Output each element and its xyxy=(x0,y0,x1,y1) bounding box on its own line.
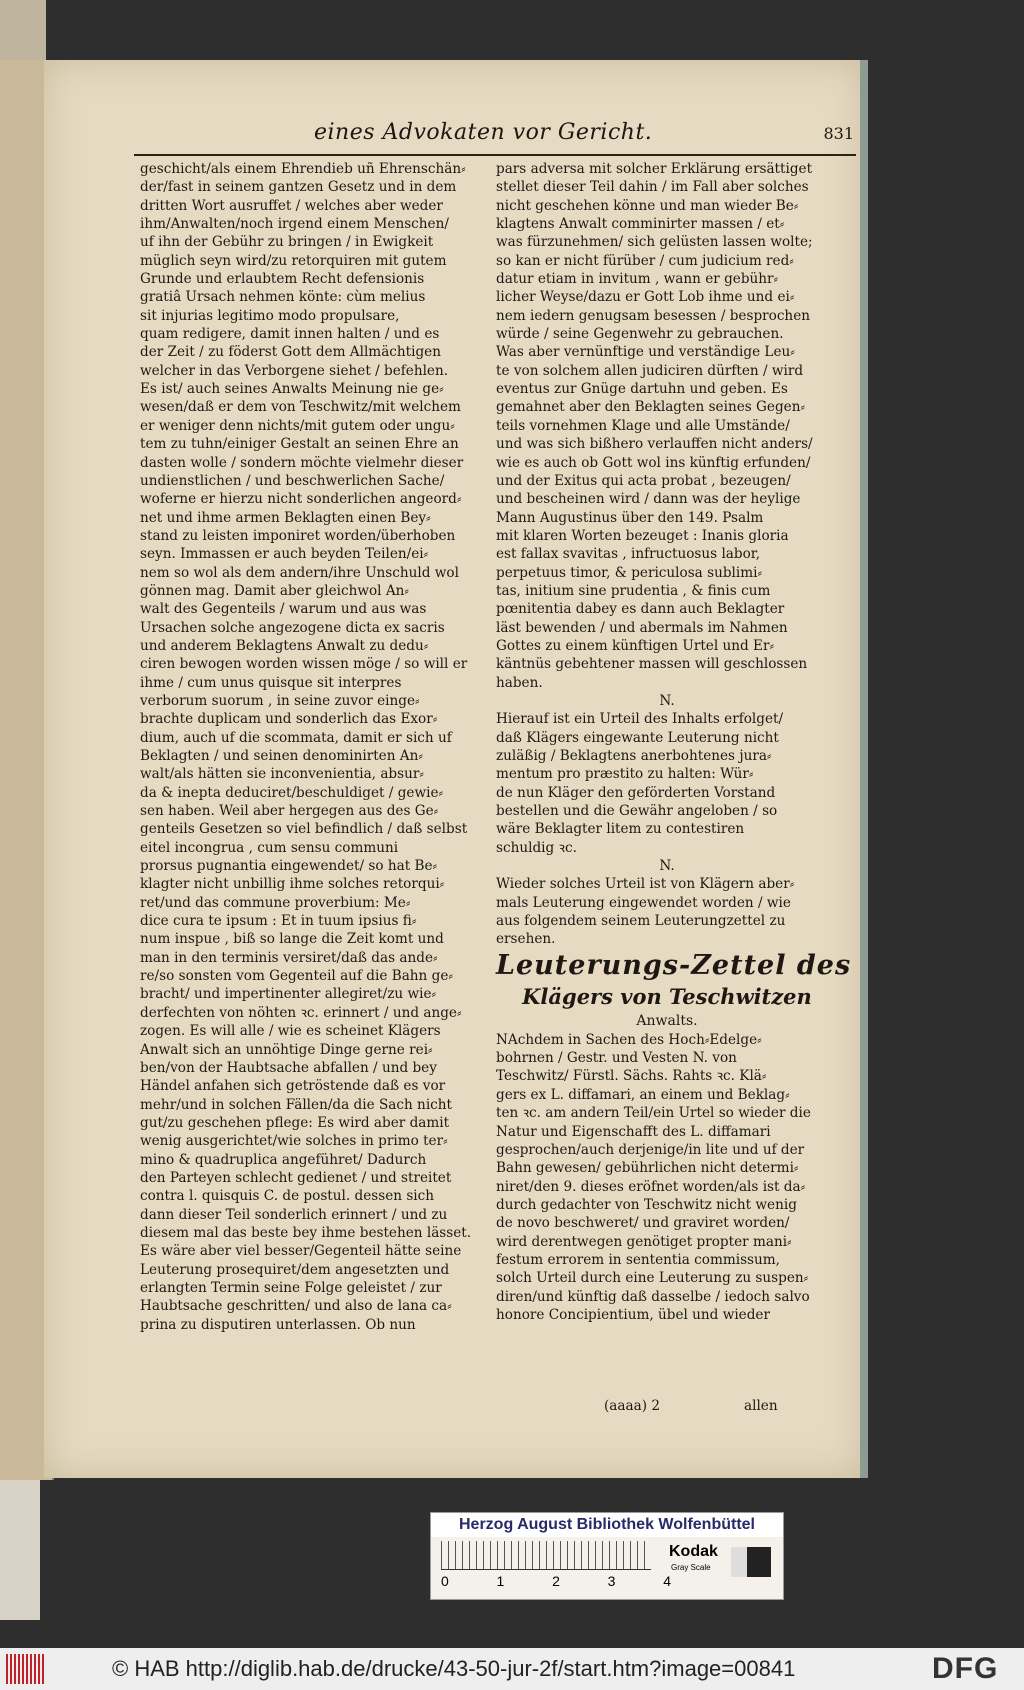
text-line: mit klaren Worten bezeuget : Inanis gloria xyxy=(496,527,789,544)
text-line: dium, auch uf die scommata, damit er sich uf xyxy=(140,729,452,746)
right-paragraph-1 xyxy=(496,160,838,692)
page-number: 831 xyxy=(823,124,854,143)
text-line: ciren bewogen worden wissen möge / so will er xyxy=(140,656,468,673)
text-line: dice cura te ipsum : Et in tuum ipsius fi⸗ xyxy=(140,913,417,930)
header-rule xyxy=(134,154,856,156)
text-line: dasten wolle / sondern möchte vielmehr dieser xyxy=(140,454,464,471)
text-line: Haubtsache geschritten/ und also de lana ca⸗ xyxy=(140,1298,452,1315)
text-line: festum errorem in sententia commissum, xyxy=(496,1251,781,1268)
book-page xyxy=(44,60,864,1478)
text-line: walt des Gegenteils / warum und aus was xyxy=(140,601,427,618)
text-line: prorsus pugnantia eingewendet/ so hat Be⸗ xyxy=(140,858,438,875)
text-line: dritten Wort ausruffet / welches aber weder xyxy=(140,197,443,214)
library-label: Herzog August Bibliothek Wolfenbüttel xyxy=(431,1513,783,1537)
credit-link[interactable]: © HAB http://diglib.hab.de/drucke/43-50-jur-2f/start.htm?image=00841 xyxy=(112,1656,796,1681)
text-line: eventus zur Gnüge dartuhn und geben. Es xyxy=(496,381,788,398)
footer-bar xyxy=(0,1648,1024,1690)
running-title: eines Advokaten vor Gericht. xyxy=(314,120,653,145)
text-line: man in den terminis versiret/daß das ande⸗ xyxy=(140,949,438,966)
text-line: solch Urteil durch eine Leuterung zu suspen⸗ xyxy=(496,1270,809,1287)
text-line: verborum suorum , in seine zuvor einge⸗ xyxy=(140,692,420,709)
text-line: honore Concipientium, übel und wieder xyxy=(496,1306,770,1323)
text-line: bohrnen / Gestr. und Vesten N. von xyxy=(496,1050,737,1067)
text-line: wird derentwegen genötiget propter mani⸗ xyxy=(496,1233,792,1250)
text-line: contra l. quisquis C. de postul. dessen sich xyxy=(140,1188,435,1205)
text-line: daß Klägers eingewante Leuterung nicht xyxy=(496,729,779,746)
hab-logo-icon xyxy=(6,1654,46,1684)
right-paragraph-2 xyxy=(496,710,838,857)
signature-mark: (aaaa) 2 xyxy=(604,1398,660,1414)
text-line: und was sich bißhero verlauffen nicht anders/ xyxy=(496,436,813,453)
section-marker: N. xyxy=(659,858,675,875)
left-text-column xyxy=(140,160,470,1334)
text-line: tem zu tuhn/einiger Gestalt an seinen Ehre an xyxy=(140,436,459,453)
text-line: gesprochen/auch derjenige/in lite und uf der xyxy=(496,1141,805,1158)
text-line: ben/von der Haubtsache abfallen / und bey xyxy=(140,1059,437,1076)
gray-swatch xyxy=(731,1547,771,1577)
text-line: uf ihn der Gebühr zu bringen / in Ewigkeit xyxy=(140,234,434,251)
text-line: was fürzunehmen/ sich gelüsten lassen wolte; xyxy=(496,234,813,251)
text-line: durch gedachter von Teschwitz nicht wenig xyxy=(496,1196,797,1213)
text-line: datur etiam in invitum , wann er gebühr⸗ xyxy=(496,271,779,288)
facing-page-top xyxy=(0,0,46,60)
text-line: pœnitentia dabey es dann auch Beklagter xyxy=(496,601,785,618)
text-line: gut/zu geschehen pflege: Es wird aber damit xyxy=(140,1114,450,1131)
text-line: gönnen mag. Damit aber gleichwol An⸗ xyxy=(140,582,409,599)
text-line: wäre Beklagter litem zu contestiren xyxy=(496,821,745,838)
scale-ruler xyxy=(441,1541,651,1570)
text-line: licher Weyse/dazu er Gott Lob ihme und ei⸗ xyxy=(496,289,795,306)
section-title: Leuterungs-Zettel des xyxy=(496,949,852,981)
scale-tick: 3 xyxy=(607,1573,616,1589)
text-line: quam redigere, damit innen halten / und es xyxy=(140,326,440,343)
right-paragraph-4 xyxy=(496,1031,838,1325)
text-line: Grunde und erlaubtem Recht defensionis xyxy=(140,271,425,288)
text-line: Mann Augustinus über den 149. Psalm xyxy=(496,509,764,526)
text-line: erlangten Termin seine Folge geleistet / zur xyxy=(140,1279,442,1296)
text-line: haben. xyxy=(496,674,543,691)
text-line: läst bewenden / und abermals im Nahmen xyxy=(496,619,788,636)
text-line: und bescheinen wird / dann was der heylige xyxy=(496,491,801,508)
text-line: gers ex L. diffamari, an einem und Beklag⸗ xyxy=(496,1086,790,1103)
text-line: diesem mal das beste bey ihme bestehen lässet. xyxy=(140,1224,472,1241)
text-line: de novo beschweret/ und graviret worden/ xyxy=(496,1215,790,1232)
text-line: Wieder solches Urteil ist von Klägern aber⸗ xyxy=(496,876,795,893)
text-line: Teschwitz/ Fürstl. Sächs. Rahts ꝛc. Klä⸗ xyxy=(496,1068,767,1085)
text-line: pars adversa mit solcher Erklärung ersättiget xyxy=(496,161,813,177)
text-line: Was aber vernünftige und verständige Leu⸗ xyxy=(496,344,795,361)
text-line: Bahn gewesen/ gebührlichen nicht determi⸗ xyxy=(496,1160,799,1177)
text-line: Leuterung prosequiret/dem angesetzten und xyxy=(140,1261,450,1278)
text-line: da & inepta deduciret/beschuldiget / gewie⸗ xyxy=(140,784,444,801)
text-line: nem so wol als dem andern/ihre Unschuld wol xyxy=(140,564,459,581)
text-line: niret/den 9. dieses eröfnet worden/als ist da⸗ xyxy=(496,1178,806,1195)
scale-tick: 1 xyxy=(496,1573,505,1589)
text-line: gemahnet aber den Beklagten seines Gegen⸗ xyxy=(496,399,805,416)
text-line: ersehen. xyxy=(496,931,556,948)
text-line: Anwalt sich an unnöhtige Dinge gerne rei⸗ xyxy=(140,1041,433,1058)
text-line: schuldig ꝛc. xyxy=(496,839,577,856)
text-line: mehr/und in solchen Fällen/da die Sach nicht xyxy=(140,1096,452,1113)
text-line: undienstlichen / und beschwerlichen Sache/ xyxy=(140,472,445,489)
text-line: Ursachen solche angezogene dicta ex sacris xyxy=(140,619,445,636)
text-line: nem iedern genugsam besessen / besprochen xyxy=(496,307,810,324)
text-line: re/so sonsten vom Gegenteil auf die Bahn ge⸗ xyxy=(140,968,453,985)
text-line: aus folgendem seinem Leuterungzettel zu xyxy=(496,913,786,930)
text-line: er weniger denn nichts/mit gutem oder ungu⸗ xyxy=(140,417,455,434)
text-line: walt/als hätten sie inconvenientia, absur⸗ xyxy=(140,766,424,783)
section-marker: N. xyxy=(659,692,675,709)
text-line: ihme / cum unus quisque sit interpres xyxy=(140,674,402,691)
text-line: Händel anfahen sich getröstende daß es vor xyxy=(140,1078,446,1095)
text-line: klagtens Anwalt comminirter massen / et⸗ xyxy=(496,216,785,233)
text-line: stand zu leisten imponiret worden/überhoben xyxy=(140,527,456,544)
text-line: bracht/ und impertinenter allegiret/zu wie⸗ xyxy=(140,986,437,1003)
text-line: käntnüs gebehtener massen will geschlossen xyxy=(496,656,808,673)
right-paragraph-3 xyxy=(496,875,838,948)
text-line: dann dieser Teil sonderlich erinnert / und zu xyxy=(140,1206,448,1223)
text-line: prina zu disputiren unterlassen. Ob nun xyxy=(140,1316,416,1333)
page-edge xyxy=(860,60,868,1478)
text-line: wie es auch ob Gott wol ins künftig erfunden/ xyxy=(496,454,811,471)
text-line: te von solchem allen judiciren dürften / wird xyxy=(496,362,804,379)
text-line: Beklagten / und seinen denominirten An⸗ xyxy=(140,748,423,764)
text-line: Natur und Eigenschafft des L. diffamari xyxy=(496,1123,771,1140)
text-line: Gottes zu einem künftigen Urtel und Er⸗ xyxy=(496,637,774,654)
text-line: mentum pro præstito zu halten: Wür⸗ xyxy=(496,766,754,783)
text-line: Es wäre aber viel besser/Gegenteil hätte seine xyxy=(140,1243,462,1260)
text-line: seyn. Immassen er auch beyden Teilen/ei⸗ xyxy=(140,546,429,563)
text-line: est fallax svavitas , infructuosus labor, xyxy=(496,546,761,563)
text-line: eitel incongrua , cum sensu communi xyxy=(140,839,399,856)
kodak-logo: Kodak xyxy=(669,1543,718,1560)
catchword: allen xyxy=(744,1398,778,1414)
running-header xyxy=(314,120,854,145)
text-line: der/fast in seinem gantzen Gesetz und in dem xyxy=(140,179,457,196)
dfg-logo: DFG xyxy=(932,1652,999,1685)
text-line: bestellen und die Gewähr angeloben / so xyxy=(496,803,778,820)
text-line: num inspue , biß so lange die Zeit komt und xyxy=(140,931,444,948)
text-line: sit injurias legitimo modo propulsare, xyxy=(140,307,400,324)
text-line: genteils Gesetzen so viel befindlich / daß selbst xyxy=(140,821,468,838)
text-line: und der Exitus qui acta probat , bezeugen/ xyxy=(496,472,791,489)
text-line: derfechten von nöhten ꝛc. erinnert / und ange⸗ xyxy=(140,1004,462,1021)
text-line: Hierauf ist ein Urteil des Inhalts erfolget/ xyxy=(496,711,784,728)
text-line: sen haben. Weil aber hergegen aus des Ge⸗ xyxy=(140,803,439,820)
scale-tick: 2 xyxy=(552,1573,560,1589)
text-line: NAchdem in Sachen des Hoch⸗Edelge⸗ xyxy=(496,1031,762,1048)
text-line: de nun Kläger den geförderten Vorstand xyxy=(496,784,776,801)
text-line: geschicht/als einem Ehrendieb uñ Ehrenschän⸗ xyxy=(140,161,466,177)
section-subsubtitle: Anwalts. xyxy=(636,1012,698,1029)
text-line: wenig ausgerichtet/wie solches in primo ter⸗ xyxy=(140,1133,448,1150)
gray-scale-label: Gray Scale xyxy=(671,1563,711,1572)
text-line: ret/und das commune proverbium: Me⸗ xyxy=(140,894,411,911)
text-line: so kan er nicht fürüber / cum judicium red⸗ xyxy=(496,252,794,269)
text-line: diren/und künftig daß dasselbe / iedoch salvo xyxy=(496,1288,810,1305)
text-line: der Zeit / zu föderst Gott dem Allmächtigen xyxy=(140,344,441,361)
text-line: klagter nicht unbillig ihme solches retorqui⸗ xyxy=(140,876,445,893)
text-line: würde / seine Gegenwehr zu gebrauchen. xyxy=(496,326,784,343)
text-line: perpetuus timor, & periculosa sublimi⸗ xyxy=(496,564,763,581)
text-line: welcher in das Verborgene siehet / befehlen. xyxy=(140,362,449,379)
text-line: zuläßig / Beklagtens anerbohtenes jura⸗ xyxy=(496,748,772,764)
text-line: nicht geschehen könne und man wieder Be⸗ xyxy=(496,197,799,214)
text-line: müglich seyn wird/zu retorquiren mit gutem xyxy=(140,252,447,269)
text-line: mals Leuterung eingewendet worden / wie xyxy=(496,894,791,911)
text-line: zogen. Es will alle / wie es scheinet Klägers xyxy=(140,1023,441,1040)
text-line: stellet dieser Teil dahin / im Fall aber solches xyxy=(496,179,809,196)
text-line: ten ꝛc. am andern Teil/ein Urtel so wieder die xyxy=(496,1105,811,1122)
text-line: Es ist/ auch seines Anwalts Meinung nie ge⸗ xyxy=(140,381,444,398)
text-line: und anderem Beklagtens Anwalt zu dedu⸗ xyxy=(140,637,429,654)
color-chart xyxy=(430,1512,784,1600)
text-line: teils vornehmen Klage und alle Umstände/ xyxy=(496,417,790,434)
scale-tick: 4 xyxy=(663,1573,671,1589)
text-line: brachte duplicam und sonderlich das Exor⸗ xyxy=(140,711,438,728)
text-line: mino & quadruplica angeführet/ Dadurch xyxy=(140,1151,427,1168)
text-line: woferne er hierzu nicht sonderlichen angeord⸗ xyxy=(140,491,462,508)
book-edge xyxy=(0,1480,40,1620)
text-line: den Parteyen schlecht gedienet / und streitet xyxy=(140,1169,452,1186)
text-line: wesen/daß er dem von Teschwitz/mit welchem xyxy=(140,399,461,416)
section-subtitle: Klägers von Teschwitzen xyxy=(522,983,812,1009)
scale-tick: 0 xyxy=(441,1573,449,1589)
text-line: ihm/Anwalten/noch irgend einem Menschen/ xyxy=(140,216,449,233)
text-line: net und ihme armen Beklagten einen Bey⸗ xyxy=(140,509,431,526)
right-text-column xyxy=(496,160,852,1324)
text-line: gratiâ Ursach nehmen könte: cùm melius xyxy=(140,289,426,306)
text-line: tas, initium sine prudentia , & finis cum xyxy=(496,582,771,599)
scale-numbers xyxy=(441,1573,671,1589)
